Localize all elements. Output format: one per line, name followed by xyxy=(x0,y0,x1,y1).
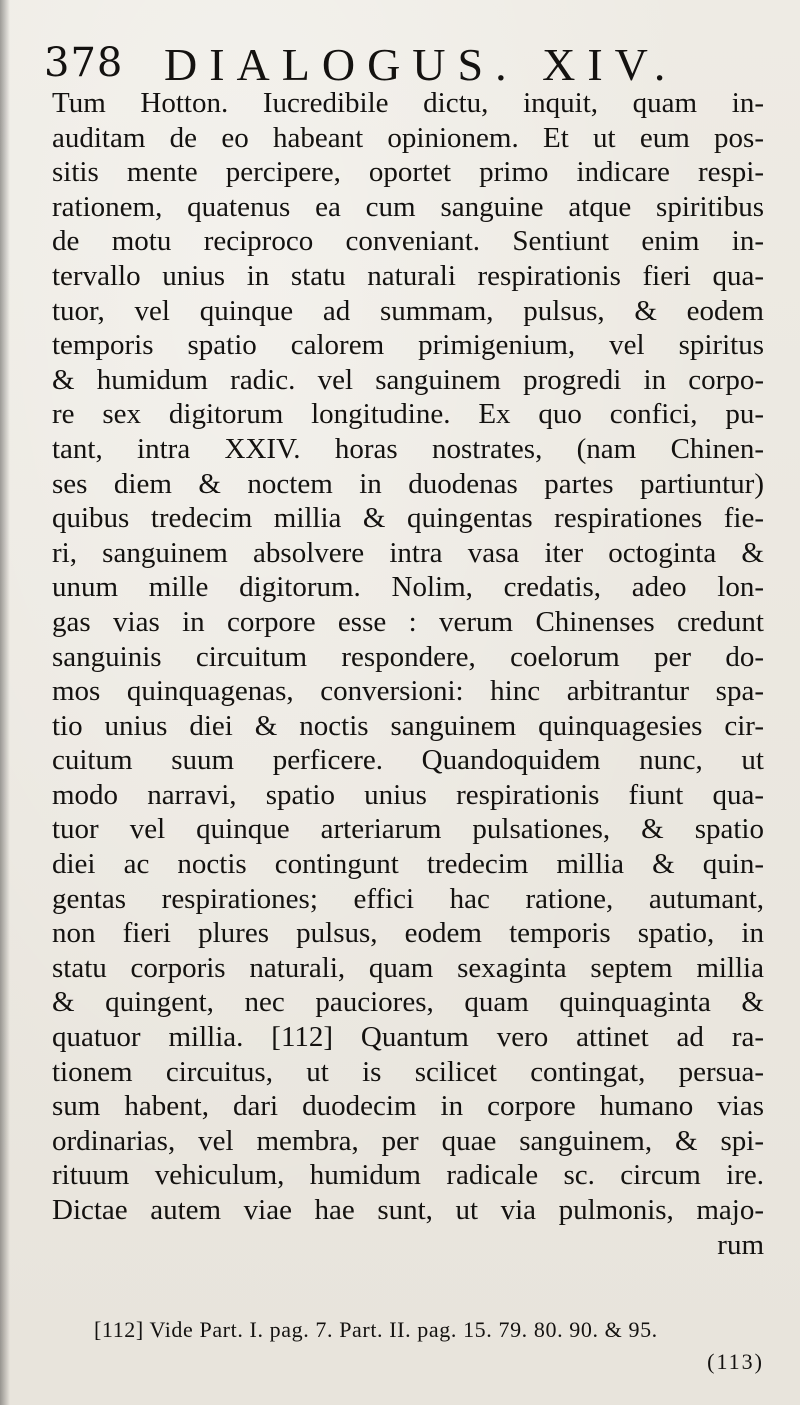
text-line: Tum Hotton. Iucredibile dictu, inquit, quam in- xyxy=(52,87,764,119)
text-line: gas vias in corpore esse : verum Chinenses credunt xyxy=(52,605,764,638)
text-line: non fieri plures pulsus, eodem temporis spatio, in xyxy=(52,917,764,950)
text-line: modo narravi, spatio unius respirationis fiunt qua- xyxy=(52,778,764,811)
text-line: quibus tredecim millia & quingentas respirationes fie- xyxy=(52,502,764,535)
text-line: ri, sanguinem absolvere intra vasa iter octoginta & xyxy=(52,536,764,569)
text-line: auditam de eo habeant opinionem. Et ut eum pos- xyxy=(52,121,764,154)
text-line: tionem circuitus, ut is scilicet contingat, persua- xyxy=(52,1055,764,1088)
text-line: quatuor millia. [112] Quantum vero attinet ad ra- xyxy=(52,1021,764,1054)
signature-mark: (113) xyxy=(707,1349,764,1374)
text-line: ses diem & noctem in duodenas partes partiuntur) xyxy=(52,467,764,500)
text-line: tio unius diei & noctis sanguinem quinquagesies cir- xyxy=(52,709,764,742)
text-line: de motu reciproco conveniant. Sentiunt enim in- xyxy=(52,225,764,258)
text-line: rituum vehiculum, humidum radicale sc. circum ire. xyxy=(52,1159,764,1192)
text-line: & quingent, nec pauciores, quam quinquaginta & xyxy=(52,986,764,1019)
running-head: DIALOGUS. XIV. xyxy=(164,39,678,90)
text-line: tant, intra XXIV. horas nostrates, (nam Chinen- xyxy=(52,432,764,465)
text-line: ordinarias, vel membra, per quae sanguinem, & spi- xyxy=(52,1124,764,1157)
footnote: [112] Vide Part. I. pag. 7. Part. II. pag. 15. 79. 80. 90. & 95. xyxy=(94,1317,658,1342)
text-line: & humidum radic. vel sanguinem progredi in corpo- xyxy=(52,363,764,396)
catchword: rum xyxy=(717,1228,764,1261)
page-edge-shadow xyxy=(0,0,10,1405)
text-line: sanguinis circuitum respondere, coelorum per do- xyxy=(52,640,764,673)
text-line: diei ac noctis contingunt tredecim millia & quin- xyxy=(52,848,764,881)
text-line: tuor, vel quinque ad summam, pulsus, & eodem xyxy=(52,294,764,327)
text-line: tuor vel quinque arteriarum pulsationes, & spatio xyxy=(52,813,764,846)
text-line: rationem, quatenus ea cum sanguine atque spiritibus xyxy=(52,190,764,223)
text-line: unum mille digitorum. Nolim, credatis, adeo lon- xyxy=(52,571,764,604)
page-number: 378 xyxy=(44,40,124,86)
text-line: Dictae autem viae hae sunt, ut via pulmonis, majo- xyxy=(52,1194,764,1226)
text-line: re sex digitorum longitudine. Ex quo confici, pu- xyxy=(52,398,764,431)
text-line: cuitum suum perficere. Quandoquidem nunc, ut xyxy=(52,744,764,777)
text-line: sum habent, dari duodecim in corpore humano vias xyxy=(52,1090,764,1123)
text-line: temporis spatio calorem primigenium, vel spiritus xyxy=(52,329,764,362)
text-line: sitis mente percipere, oportet primo indicare respi- xyxy=(52,156,764,189)
text-line: statu corporis naturali, quam sexaginta septem millia xyxy=(52,951,764,984)
text-line: mos quinquagenas, conversioni: hinc arbitrantur spa- xyxy=(52,675,764,708)
body-text xyxy=(52,86,764,1262)
text-line: gentas respirationes; effici hac ratione, autumant, xyxy=(52,882,764,915)
text-line: tervallo unius in statu naturali respirationis fieri qua- xyxy=(52,259,764,292)
